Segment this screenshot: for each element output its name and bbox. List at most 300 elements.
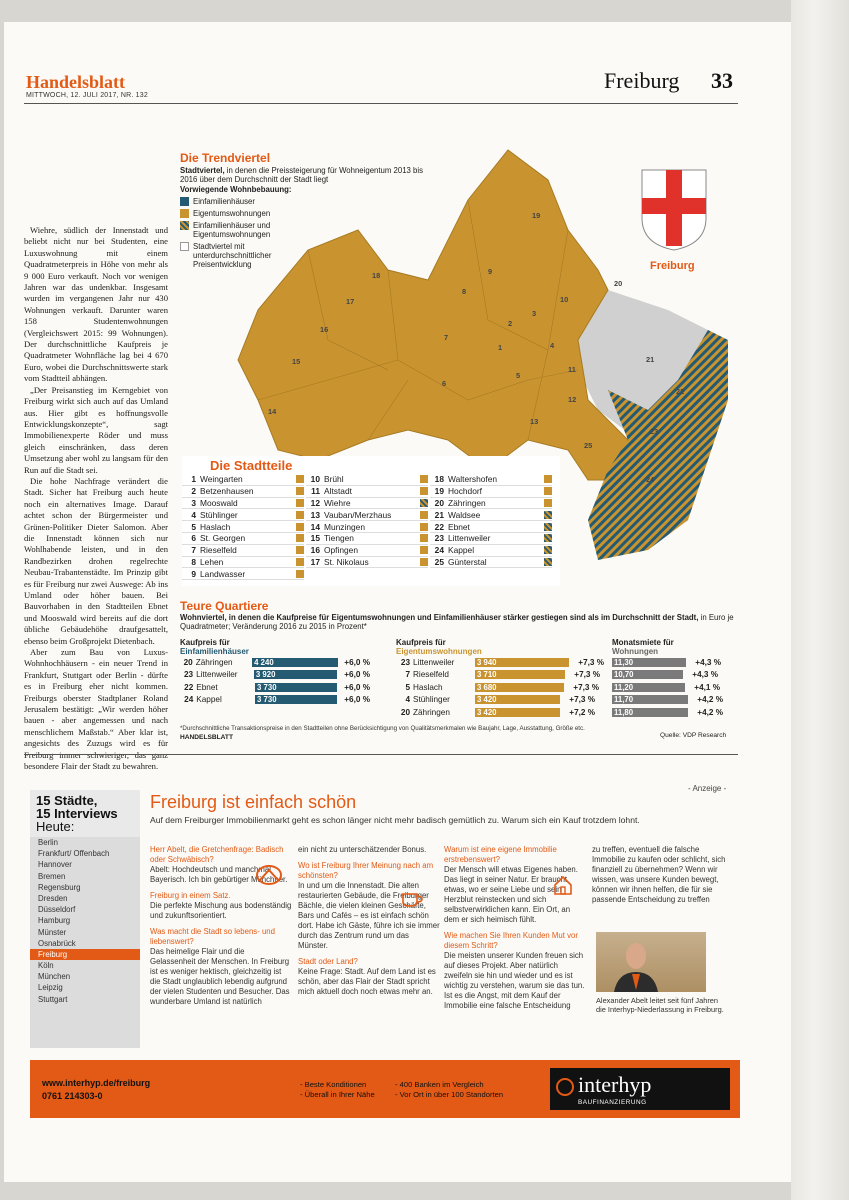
price-block-label [396,638,606,656]
district-number: 18 [434,474,444,485]
district-row [430,509,552,521]
swatch-hatch [180,221,189,230]
interview-answer: Die meisten unserer Kunden freuen sich auf dieses Projekt. Aber natürlich zweifeln sie hin und wieder und es ist wichtig zu verstehen, warum sie das tun. Ist es die Angst, mit dem Kauf der Immobilie eine falsche Entscheidung [444,951,585,1010]
districts-title: Die Stadtteile [210,458,293,473]
price-bar: 4 240 [252,658,338,667]
price-district-number: 22 [184,682,194,692]
svg-text:17: 17 [346,297,355,306]
map-legend [180,197,320,272]
article-paragraph: Wiehre, südlich der Innenstadt und beliebt nicht nur bei Studenten, eine Luxuswohnung mit einem Quadratmeterpreis in Höhe von mehr als 9 000 Euro verkauft. Noch vor wenigen Jahren war das undenkbar. Insgesamt wurden im vergangenen Jahr nur 430 Wohnungen verkauft. Darunter waren 158 Studentenwohnungen (Vergleichswert 2015: 99 Wohnungen). Der durchschnittliche Kaufpreis je Quadratmeter Wohnfläche lag bei 4 670 Euro, wobei die Durchschnittswerte stark vom Stadtteil abhängen. [24,225,168,384]
legend-label: Stadtviertel mit unterdurchschnittlicher Preisentwicklung [193,242,272,269]
districts-column [182,474,304,580]
district-name: Waldsee [448,509,481,520]
district-number: 24 [434,545,444,556]
price-block-apartments [396,638,606,719]
prices-credit: HANDELSBLATT [180,734,233,741]
district-number: 15 [310,533,320,544]
district-swatch [296,570,304,578]
district-row [306,509,428,521]
interview-answer: Keine Frage: Stadt. Auf dem Land ist es schön, aber das Flair der Stadt spricht mich aktuell doch noch etwas mehr an. [298,967,436,996]
district-swatch [420,523,428,531]
coffee-cup-icon [400,888,424,908]
footer-url-link[interactable]: www.interhyp.de/freiburg [42,1078,151,1088]
district-name: Brühl [324,474,344,485]
city-item[interactable]: Hannover [38,860,72,870]
price-bar: 10,70 [612,670,683,679]
price-row [396,669,606,682]
district-row [306,557,428,569]
district-swatch [544,558,552,566]
ad-cities-head-line: Heute: [36,819,75,834]
district-swatch [296,558,304,566]
svg-text:3: 3 [532,309,537,318]
district-row [306,521,428,533]
price-district-number: 24 [184,695,194,705]
price-row [396,681,606,694]
price-district-name: Rieselfeld [413,670,449,680]
price-bar: 3 680 [475,683,564,692]
header-rule [24,103,738,104]
article-paragraph: Aber zum Bau von Luxus-Wohnhochhäusern - ein neuer Trend in Frankfurt, Stuttgart oder Berlin - dürfte es in Freiburg eher nicht kommen. Freiburgs oberster Stadtplaner Roland Jerusalem bestätigt: „Wir werden höher bauen - aber angemessen und nach menschlichem Maßstab.“ Aber klar ist, angesichts des Zuzugs wird es für besondere Flair der Stadt zu bewahren. [24,647,168,772]
svg-text:20: 20 [614,279,623,288]
district-number: 5 [191,521,196,532]
ad-city-list [30,837,140,1005]
city-item[interactable]: Münster [38,927,67,937]
city-item[interactable]: Bremen [38,871,66,881]
district-row [306,486,428,498]
districts-column [306,474,428,568]
section-title: Freiburg [604,68,680,93]
prices-subtitle [180,613,740,631]
svg-text:24: 24 [646,475,655,484]
district-swatch [420,511,428,519]
price-district-name: Kappel [196,695,222,705]
district-name: Munzingen [324,521,365,532]
price-district-name: Littenweiler [413,657,455,667]
price-row [180,694,370,707]
house-icon [552,874,574,896]
interview-question: Herr Abelt, die Gretchenfrage: Badisch oder Schwäbisch? [150,845,284,864]
district-name: St. Georgen [200,533,246,544]
price-block-label-line: Kaufpreis für [396,638,446,647]
district-row [430,474,552,486]
price-bar: 3 730 [255,695,337,704]
district-swatch [420,546,428,554]
price-block-rent [612,638,740,719]
district-name: Opfingen [324,545,358,556]
price-bar: 3 420 [475,695,560,704]
city-item[interactable]: Regensburg [38,882,81,892]
ad-footer [30,1060,740,1118]
ad-column [298,845,440,997]
price-district-number: 20 [183,657,193,667]
portrait-figure-icon [596,932,706,992]
price-change: +6,0 % [344,695,370,705]
portrait-caption: Alexander Abelt leitet seit fünf Jahren die Interhyp-Niederlassung in Freiburg. [596,996,724,1015]
district-swatch [296,534,304,542]
price-district-number: 20 [400,707,410,717]
district-name: Ebnet [448,521,470,532]
trend-subtitle-text: in denen die Preissteigerung für Wohneigentum 2013 bis 2016 über dem Durchschnitt der Stadt liegt [180,166,424,184]
district-name: Betzenhausen [200,486,254,497]
price-block-label-line: Einfamilienhäuser [180,647,249,656]
interhyp-logo [550,1068,730,1110]
prices-subtitle-text: in Euro je Quadratmeter; Veränderung 2016 zu 2015 in Prozent* [180,613,734,631]
price-bar: 11,80 [612,708,688,717]
city-item[interactable]: Osnabrück [38,938,76,948]
ad-cities-panel [30,790,140,1048]
price-row [612,681,740,694]
price-district-number: 4 [405,695,410,705]
district-number: 7 [191,545,196,556]
trend-subtitle [180,166,440,184]
price-bar: 11,20 [612,683,685,692]
district-name: Mooswald [200,497,238,508]
svg-text:9: 9 [488,267,493,276]
price-change: +4,1 % [694,682,720,692]
interview-question: Freiburg in einem Satz. [150,891,231,900]
city-item[interactable]: Dresden [38,893,68,903]
district-swatch [544,487,552,495]
district-number: 19 [434,486,444,497]
city-item[interactable]: Frankfurt/ Offenbach [38,849,110,859]
interview-answer: Abelt: Hochdeutsch und manchmal Bayerisch. Ich bin gebürtiger Münchner. [150,865,288,884]
district-swatch [544,523,552,531]
legend-label: Einfamilienhäuser und Eigentumswohnungen [193,221,271,239]
footer-list [395,1080,503,1100]
district-swatch [420,499,428,507]
district-number: 17 [310,556,320,567]
svg-text:19: 19 [532,211,541,220]
ad-cities-head [30,790,140,837]
district-row [182,486,304,498]
footer-list-item: - Vor Ort in über 100 Standorten [395,1090,504,1099]
svg-text:8: 8 [462,287,467,296]
price-change: +7,2 % [569,707,595,717]
price-bar: 11,30 [612,658,686,667]
legend-item [180,197,320,206]
city-item[interactable]: Düsseldorf [38,905,76,915]
ad-tag: - Anzeige - [688,784,727,793]
footer-list-item: - Überall in Ihrer Nähe [300,1090,375,1099]
district-row [182,474,304,486]
ad-cities-head-line: 15 Interviews [36,806,118,821]
district-row [430,557,552,569]
svg-text:6: 6 [442,379,447,388]
trend-subtitle-bold: Stadtviertel, [180,166,225,175]
price-row [612,706,740,719]
brand-name: interhyp [578,1072,652,1097]
price-block-label-line: Kaufpreis für [180,638,230,647]
price-block-label-line: Wohnungen [612,647,659,656]
price-row [612,656,740,669]
price-change: +6,0 % [344,657,370,667]
svg-text:22: 22 [676,387,685,396]
price-change: +4,3 % [692,670,718,680]
district-swatch [296,523,304,531]
price-district-number: 7 [405,670,410,680]
interview-answer: Der Mensch will etwas Eigenes haben. Das liegt in seiner Natur. Er braucht etwas, wo er seine Liebe und sein Herzblut reinstecken und sich selbstverwirklichen kann. Ein Ort, an dem er sich heimisch fühlt. [444,865,578,924]
price-change: +6,0 % [344,682,370,692]
district-number: 16 [310,545,320,556]
interview-question: Was macht die Stadt so lebens- und liebenswert? [150,927,275,946]
interview-answer: Das heimelige Flair und die Gelassenheit der Menschen. In Freiburg ist es weniger hektisch, gleichzeitig ist die Stadt unglaublich lebendig aufgrund der vielen Studenten und Besucher. Das wunderbare Umland ist natürlich [150,947,290,1006]
price-change: +7,3 % [578,657,604,667]
svg-text:13: 13 [530,417,539,426]
district-number: 13 [310,509,320,520]
ad-lead: Auf dem Freiburger Immobilienmarkt geht es schon länger nicht mehr badisch gemütlich zu. Warum sich ein Kauf trotzdem lohnt. [150,815,640,825]
district-swatch [296,487,304,495]
price-block-label [612,638,740,656]
district-swatch [420,487,428,495]
district-name: Rieselfeld [200,545,237,556]
ad-column [592,845,732,905]
price-district-name: Haslach [413,682,443,692]
district-name: Waltershofen [448,474,498,485]
svg-text:14: 14 [268,407,277,416]
district-row [182,509,304,521]
price-row [180,656,370,669]
district-name: Zähringen [448,497,486,508]
district-row [182,533,304,545]
swatch-none [180,242,189,251]
svg-text:4: 4 [550,341,555,350]
price-change: +7,3 % [574,670,600,680]
issue-date: MITTWOCH, 12. JULI 2017, NR. 132 [26,92,148,99]
legend-item [180,209,320,218]
freiburg-crest-icon [640,168,708,252]
trend-title: Die Trendviertel [180,151,271,165]
price-block-label-line: Monatsmiete für [612,638,674,647]
newspaper-logo: Handelsblatt [26,72,126,92]
ad-cities-head-line: 15 Städte, [36,793,98,808]
interhyp-ring-icon [556,1078,574,1096]
district-row [430,486,552,498]
district-swatch [544,546,552,554]
prices-title: Teure Quartiere [180,599,269,613]
district-row [182,498,304,510]
price-bar: 11,70 [612,695,688,704]
district-swatch [544,511,552,519]
interview-question: Warum ist eine eigene Immobilie erstrebenswert? [444,845,557,864]
price-district-number: 23 [183,670,194,680]
district-row [430,498,552,510]
district-swatch [544,534,552,542]
district-swatch [296,475,304,483]
district-name: Vauban/Merzhaus [324,509,392,520]
price-row [180,681,370,694]
district-name: Hochdorf [448,486,482,497]
district-number: 1 [191,474,196,485]
prices-footnote: *Durchschnittliche Transaktionspreise in den Stadtteilen ohne Berücksichtigung von Qualitätsmerkmalen wie Baujahr, Lage, Ausstattung, Größe etc. [180,725,585,732]
district-swatch [420,534,428,542]
district-number: 2 [191,486,196,497]
swatch-blue [180,197,189,206]
district-number: 22 [434,521,444,532]
city-item[interactable]: Berlin [38,838,58,847]
price-change: +4,2 % [697,707,723,717]
footer-list-item: - Beste Konditionen [300,1080,367,1089]
district-row [430,533,552,545]
city-item[interactable]: Stuttgart [38,994,68,1004]
district-row [306,533,428,545]
swatch-gold [180,209,189,218]
legend-label: Einfamilienhäuser [193,197,255,206]
svg-text:7: 7 [444,333,449,342]
district-swatch [296,499,304,507]
svg-text:5: 5 [516,371,521,380]
district-row [430,521,552,533]
price-district-name: Littenweiler [196,670,238,680]
price-district-number: 5 [405,682,410,692]
svg-text:2: 2 [508,319,513,328]
city-item[interactable]: München [38,972,71,982]
page-edge [791,0,849,1200]
district-name: Littenweiler [448,533,491,544]
page-number: 33 [711,68,733,93]
interview-answer: Die perfekte Mischung aus bodenständig und zukunftsorientiert. [150,901,292,920]
interview-question: Stadt oder Land? [298,957,358,966]
district-row [306,474,428,486]
price-row [180,669,370,682]
district-number: 25 [434,556,444,567]
price-block-label-line: Eigentumswohnungen [396,647,482,656]
district-number: 4 [191,509,196,520]
article-body [24,225,168,773]
districts-column [430,474,552,568]
svg-text:15: 15 [292,357,301,366]
district-swatch [544,475,552,483]
district-swatch [544,499,552,507]
svg-text:23: 23 [650,427,659,436]
pretzel-icon [254,862,284,888]
price-row [396,656,606,669]
district-number: 11 [311,486,320,497]
price-district-name: Zähringen [413,707,450,717]
district-swatch [420,475,428,483]
district-swatch [296,511,304,519]
district-name: Günterstal [448,556,487,567]
price-bar: 3 710 [475,670,565,679]
article-paragraph: Die hohe Nachfrage verändert die Stadt. Sicher hat Freiburg auch heute noch ein alternatives Image. Darauf achtet schon der Bürgermeister und Grünen-Politiker Dieter Salomon. Aber die Innenstadt können sich nur Wohlhabende leisten, und in den Randbezirken drohen regelrechte Neubau-Trabantenstädte. Im Prinzip gibt es für Freiburg nur zwei Auswege: Ab ins Umland oder höher bauen. Bei Bauvorhaben in den Stadtteilen Ebnet und Mooswald wird bereits auf die dort übliche Gebäudehöhe draufgesattelt, ebenso beim Großprojekt Dietenbach. [24,475,168,646]
district-name: Lehen [200,556,224,567]
section-rule [24,754,738,755]
city-item[interactable]: Hamburg [38,916,71,926]
brand-tag: BAUFINANZIERUNG [578,1099,647,1106]
footer-list [300,1080,375,1100]
district-name: Kappel [448,545,475,556]
district-name: Tiengen [324,533,354,544]
crest-label: Freiburg [650,260,695,272]
article-paragraph: „Der Preisanstieg im Kerngebiet von Freiburg wirkt sich auch auf das Umland aus. Hier gibt es hoffnungsvolle Entwicklungskonzepte“, sagt Immobilienexperte Röder und muss gleich einschränken, dass deren Umsetzung aber wohl zu langsam für den Run auf die Stadt sei. [24,384,168,475]
district-name: Haslach [200,521,231,532]
district-row [430,545,552,557]
svg-text:25: 25 [584,441,593,450]
district-row [306,498,428,510]
price-district-name: Stühlinger [413,695,450,705]
interview-answer: In und um die Innenstadt. Die alten restaurierten Gebäude, die Freiburger Bächle, die vielen kleinen Geschäfte, Bars und Cafés – es ist einfach schön dort. Habe ich Gäste, führe ich sie immer durch das Zentrum rund um das Münster. [298,881,440,950]
district-name: Wiehre [324,497,351,508]
price-change: +7,3 % [569,695,595,705]
interview-question: Wo ist Freiburg Ihrer Meinung nach am schönsten? [298,861,434,880]
district-row [182,568,304,580]
interview-question: Wie machen Sie Ihren Kunden Mut vor diesem Schritt? [444,931,578,950]
svg-text:10: 10 [560,295,569,304]
price-district-name: Zähringen [195,657,233,667]
city-item[interactable]: Leipzig [38,983,63,993]
price-row [612,669,740,682]
price-block-houses [180,638,370,706]
district-name: Landwasser [200,568,246,579]
district-number: 21 [434,509,444,520]
district-number: 10 [310,474,320,485]
svg-text:1: 1 [498,343,503,352]
district-row [182,545,304,557]
price-row [612,694,740,707]
svg-text:11: 11 [568,365,576,374]
prices-subtitle-bold: Wohnviertel, in denen die Kaufpreise für Eigentumswohnungen und Einfamilienhäuser stärker gestiegen sind als im Durchschnitt der Stadt, [180,613,699,622]
district-number: 3 [191,497,196,508]
district-name: Weingarten [200,474,243,485]
ad-title: Freiburg ist einfach schön [150,792,357,812]
price-bar: 3 920 [254,670,337,679]
legend-title: Vorwiegende Wohnbebauung: [180,185,292,194]
district-number: 9 [191,568,196,579]
district-row [182,557,304,569]
district-number: 8 [191,556,196,567]
price-bar: 3 730 [255,683,337,692]
district-number: 20 [434,497,444,508]
city-item[interactable]: Köln [38,961,54,971]
ad-column [444,845,586,1011]
price-row [396,706,606,719]
district-number: 14 [310,521,320,532]
city-item[interactable]: Freiburg [30,949,140,960]
price-change: +4,2 % [697,695,723,705]
legend-label: Eigentumswohnungen [193,209,271,218]
footer-phone: 0761 214303-0 [42,1091,103,1101]
legend-item [180,242,320,269]
prices-source: Quelle: VDP Research [660,732,727,739]
price-bar: 3 940 [475,658,569,667]
price-district-name: Ebnet [196,682,218,692]
district-number: 23 [434,533,444,544]
svg-text:18: 18 [372,271,381,280]
price-change: +6,0 % [344,670,370,680]
price-block-label [180,638,370,656]
district-row [306,545,428,557]
price-bar: 3 420 [475,708,560,717]
portrait-photo [596,932,706,992]
district-number: 6 [191,533,196,544]
price-district-number: 23 [400,657,410,667]
district-name: Stühlinger [200,509,238,520]
district-number: 12 [310,497,320,508]
price-change: +7,3 % [573,682,599,692]
interview-answer: ein nicht zu unterschätzender Bonus. [298,845,427,854]
footer-list-item: - 400 Banken im Vergleich [395,1080,484,1089]
svg-text:21: 21 [646,355,655,364]
interview-answer: zu treffen, eventuell die falsche Immobilie zu kaufen oder schlicht, sich finanziell zu übernehmen? Wenn wir wissen, was unsere Kunden bewegt, können wir ihnen helfen, die für sie passende Entscheidung zu treffen [592,845,726,904]
svg-text:12: 12 [568,395,577,404]
district-swatch [420,558,428,566]
price-row [396,694,606,707]
district-name: Altstadt [324,486,352,497]
district-swatch [296,546,304,554]
legend-item [180,221,320,239]
svg-text:16: 16 [320,325,329,334]
district-row [182,521,304,533]
